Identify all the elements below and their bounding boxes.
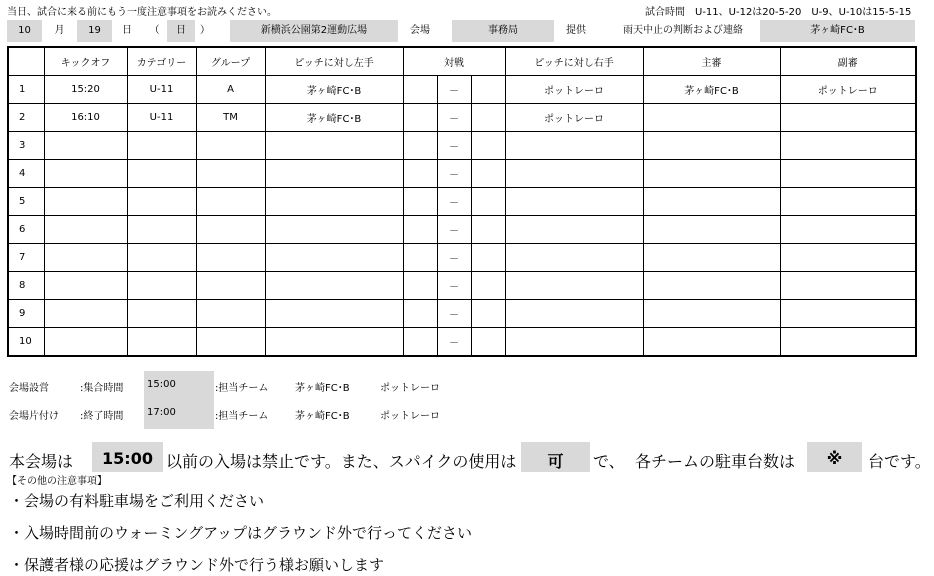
cell-group: [196, 132, 265, 160]
weekday-value: 日: [167, 20, 195, 42]
day-label: 日: [122, 25, 132, 36]
cell-referee: [643, 300, 780, 328]
cell-left-team: 茅ヶ崎FC･B: [265, 104, 403, 132]
header-category: カテゴリー: [127, 47, 196, 76]
cell-no: 1: [8, 76, 44, 104]
cell-group: [196, 160, 265, 188]
cell-no: 8: [8, 272, 44, 300]
cell-referee: [643, 272, 780, 300]
cell-left-team: 茅ヶ崎FC･B: [265, 76, 403, 104]
cell-no: 9: [8, 300, 44, 328]
table-row: [8, 244, 916, 272]
cell-vs: －: [437, 272, 471, 300]
table-row: [8, 300, 916, 328]
cell-assistant: [780, 132, 916, 160]
end-time: 17:00: [147, 407, 176, 418]
cell-blank: [403, 328, 437, 357]
cell-vs: －: [437, 76, 471, 104]
cell-vs: －: [437, 132, 471, 160]
cell-blank: [471, 328, 505, 357]
cell-no: 5: [8, 188, 44, 216]
rain-contact-value: 茅ヶ崎FC･B: [760, 20, 915, 42]
cell-blank: [471, 216, 505, 244]
cell-category: [127, 216, 196, 244]
cell-assistant: [780, 300, 916, 328]
schedule-table: [7, 46, 917, 357]
cell-left-team: [265, 216, 403, 244]
cell-category: [127, 160, 196, 188]
notes-heading: 【その他の注意事項】: [7, 476, 107, 487]
table-row: [8, 188, 916, 216]
table-row: [8, 104, 916, 132]
venue-label: 会場: [410, 25, 430, 36]
cell-blank: [471, 272, 505, 300]
table-row: [8, 272, 916, 300]
cell-group: [196, 244, 265, 272]
cell-no: 2: [8, 104, 44, 132]
cell-category: U-11: [127, 104, 196, 132]
cell-referee: [643, 188, 780, 216]
cell-blank: [403, 132, 437, 160]
cell-vs: －: [437, 328, 471, 357]
cell-right-team: [505, 188, 643, 216]
note-item: ・会場の有料駐車場をご利用ください: [9, 492, 265, 510]
cell-kickoff: [44, 244, 127, 272]
gather-label: :集合時間: [80, 383, 124, 394]
header-assistant: 副審: [780, 47, 916, 76]
table-header-row: [8, 47, 916, 76]
cell-blank: [471, 244, 505, 272]
cell-group: [196, 188, 265, 216]
table-row: [8, 132, 916, 160]
header-kickoff: キックオフ: [44, 47, 127, 76]
cell-category: [127, 132, 196, 160]
cell-no: 3: [8, 132, 44, 160]
cell-assistant: [780, 160, 916, 188]
cell-right-team: [505, 328, 643, 357]
cell-category: [127, 272, 196, 300]
cell-blank: [403, 272, 437, 300]
cell-referee: [643, 160, 780, 188]
cell-kickoff: [44, 328, 127, 357]
cell-blank: [403, 216, 437, 244]
cell-vs: －: [437, 216, 471, 244]
cell-referee: [643, 328, 780, 357]
cell-kickoff: [44, 132, 127, 160]
cleanup-label: 会場片付け: [9, 411, 59, 422]
header-no: [8, 47, 44, 76]
cell-group: TM: [196, 104, 265, 132]
cell-blank: [403, 104, 437, 132]
cell-referee: [643, 132, 780, 160]
team-label: :担当チーム: [215, 383, 269, 394]
cell-kickoff: [44, 216, 127, 244]
cell-group: [196, 300, 265, 328]
cell-vs: －: [437, 300, 471, 328]
entry-text-3: で、: [593, 452, 625, 471]
cell-right-team: ポットレーロ: [505, 104, 643, 132]
cell-blank: [403, 300, 437, 328]
cell-right-team: [505, 272, 643, 300]
cell-right-team: [505, 132, 643, 160]
cell-referee: [643, 104, 780, 132]
entry-text-1: 本会場は: [9, 452, 74, 471]
cell-right-team: [505, 244, 643, 272]
table-row: [8, 216, 916, 244]
cell-kickoff: 16:10: [44, 104, 127, 132]
cleanup-team-2: ポットレーロ: [380, 411, 440, 422]
cell-vs: －: [437, 244, 471, 272]
cell-assistant: ポットレーロ: [780, 76, 916, 104]
cell-assistant: [780, 104, 916, 132]
cell-blank: [403, 244, 437, 272]
table-row: [8, 76, 916, 104]
entry-time: 15:00: [102, 449, 153, 468]
entry-text-2: 以前の入場は禁止です。また、スパイクの使用は: [166, 452, 517, 471]
paren-close: ）: [200, 25, 210, 36]
cell-no: 6: [8, 216, 44, 244]
cell-right-team: ポットレーロ: [505, 76, 643, 104]
setup-team-2: ポットレーロ: [380, 383, 440, 394]
header-right-team: ピッチに対し右手: [505, 47, 643, 76]
venue-value: 新横浜公園第2運動広場: [230, 20, 398, 42]
header-group: グループ: [196, 47, 265, 76]
header-left-team: ピッチに対し左手: [265, 47, 403, 76]
cell-referee: 茅ヶ崎FC･B: [643, 76, 780, 104]
cell-no: 10: [8, 328, 44, 357]
cell-referee: [643, 244, 780, 272]
month-value: 10: [7, 20, 42, 42]
setup-label: 会場設営: [9, 383, 49, 394]
header-referee: 主審: [643, 47, 780, 76]
cell-blank: [403, 160, 437, 188]
cell-kickoff: [44, 160, 127, 188]
cell-blank: [403, 188, 437, 216]
cell-vs: －: [437, 160, 471, 188]
spike-value: 可: [547, 452, 564, 471]
cell-group: A: [196, 76, 265, 104]
cell-left-team: [265, 244, 403, 272]
table-row: [8, 328, 916, 357]
cell-blank: [471, 300, 505, 328]
cell-left-team: [265, 272, 403, 300]
table-row: [8, 160, 916, 188]
cell-vs: －: [437, 104, 471, 132]
end-label: :終了時間: [80, 411, 124, 422]
cell-group: [196, 216, 265, 244]
cell-assistant: [780, 188, 916, 216]
cell-category: [127, 328, 196, 357]
cell-vs: －: [437, 188, 471, 216]
cell-left-team: [265, 188, 403, 216]
note-item: ・入場時間前のウォーミングアップはグラウンド外で行ってください: [9, 524, 473, 542]
cell-right-team: [505, 300, 643, 328]
cell-assistant: [780, 216, 916, 244]
cell-blank: [403, 76, 437, 104]
header-match: 対戦: [403, 47, 505, 76]
cell-assistant: [780, 244, 916, 272]
cell-referee: [643, 216, 780, 244]
note-item: ・保護者様の応援はグラウンド外で行う様お願いします: [9, 556, 385, 574]
team-label-2: :担当チーム: [215, 411, 269, 422]
cell-right-team: [505, 160, 643, 188]
setup-team-1: 茅ヶ崎FC･B: [295, 383, 350, 394]
entry-text-5: 台です。: [868, 452, 931, 471]
gather-time: 15:00: [147, 379, 176, 390]
notice-text: 当日、試合に来る前にもう一度注意事項をお読みください。: [7, 7, 277, 18]
cell-left-team: [265, 132, 403, 160]
cell-no: 7: [8, 244, 44, 272]
cell-blank: [471, 76, 505, 104]
office-value: 事務局: [452, 20, 554, 42]
cell-left-team: [265, 160, 403, 188]
cleanup-team-1: 茅ヶ崎FC･B: [295, 411, 350, 422]
cell-group: [196, 272, 265, 300]
provider-label: 提供: [566, 25, 586, 36]
rain-contact-label: 雨天中止の判断および連絡: [623, 25, 743, 36]
cell-kickoff: [44, 188, 127, 216]
cell-assistant: [780, 272, 916, 300]
day-value: 19: [77, 20, 112, 42]
cell-group: [196, 328, 265, 357]
cell-category: U-11: [127, 76, 196, 104]
cell-kickoff: [44, 272, 127, 300]
cell-assistant: [780, 328, 916, 357]
cell-category: [127, 188, 196, 216]
cell-blank: [471, 160, 505, 188]
cell-category: [127, 244, 196, 272]
cell-left-team: [265, 328, 403, 357]
parking-value: ※: [826, 449, 843, 468]
cell-blank: [471, 188, 505, 216]
cell-blank: [471, 104, 505, 132]
cell-blank: [471, 132, 505, 160]
entry-text-4: 各チームの駐車台数は: [635, 452, 796, 471]
cell-kickoff: [44, 300, 127, 328]
paren-open: （: [149, 25, 160, 36]
cell-left-team: [265, 300, 403, 328]
month-label: 月: [54, 25, 65, 36]
match-time-note: 試合時間 U-11、U-12は20-5-20 U-9、U-10は15-5-15: [645, 7, 912, 18]
cell-kickoff: 15:20: [44, 76, 127, 104]
cell-right-team: [505, 216, 643, 244]
cell-no: 4: [8, 160, 44, 188]
cell-category: [127, 300, 196, 328]
